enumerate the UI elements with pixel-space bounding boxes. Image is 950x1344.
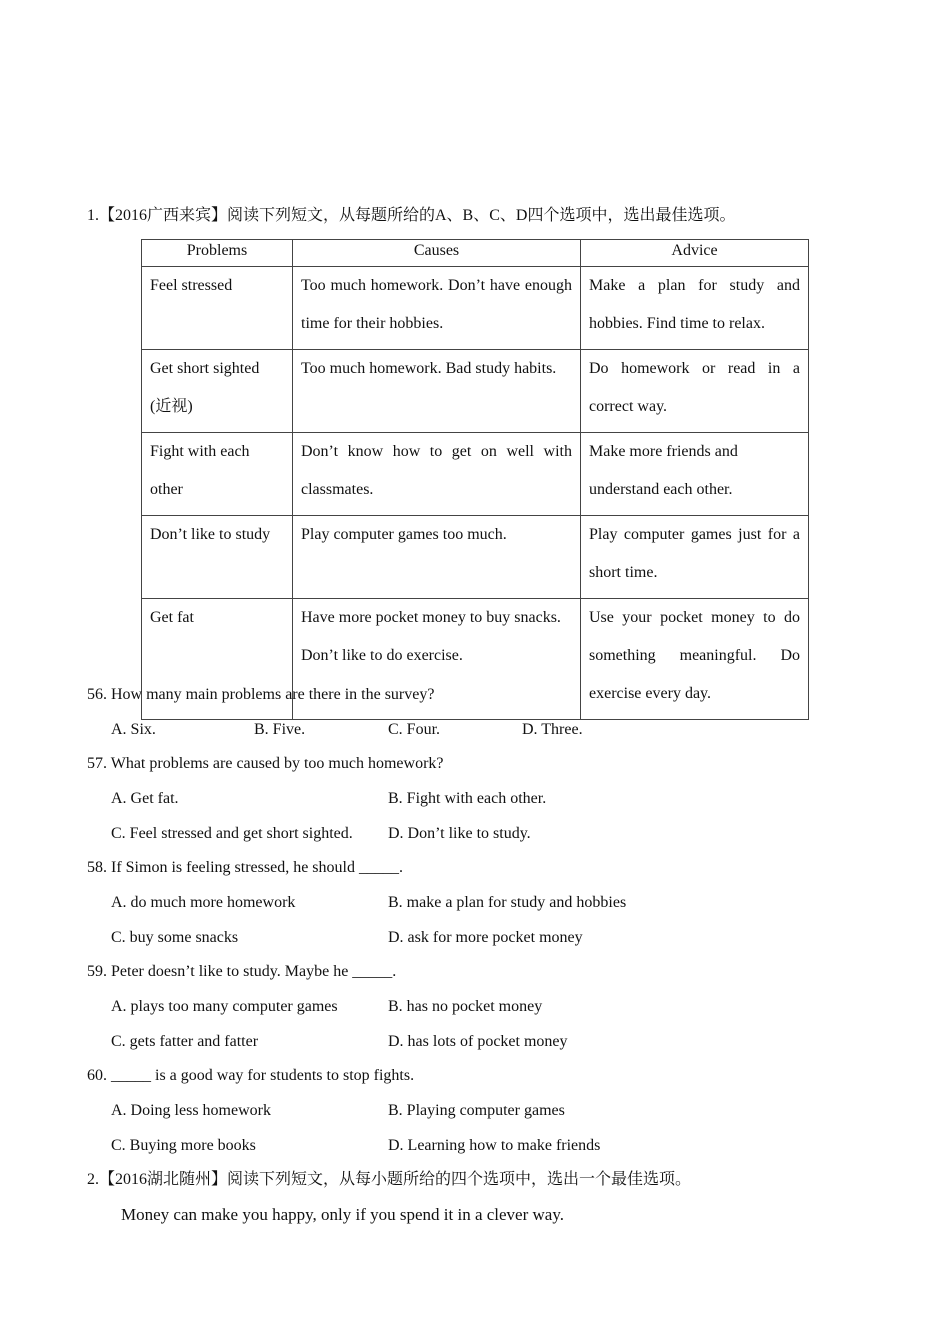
option-d[interactable]: D. Learning how to make friends	[388, 1137, 601, 1154]
column-header-problems: Problems	[142, 240, 293, 267]
cause-cell: Too much homework. Bad study habits.	[293, 350, 581, 433]
option-c[interactable]: C. Buying more books	[111, 1137, 256, 1154]
option-d[interactable]: D. Three.	[522, 721, 583, 738]
question-2-header: 2.【2016湖北随州】阅读下列短文，从每小题所给的四个选项中，选出一个最佳选项。	[87, 1171, 692, 1188]
column-header-advice: Advice	[581, 240, 809, 267]
problem-cell: Fight with each other	[142, 433, 293, 516]
table-row	[142, 433, 809, 516]
advice-cell: Play computer games just for a short time.	[581, 516, 809, 599]
question-1-header: 1.【2016广西来宾】阅读下列短文，从每题所给的A、B、C、D四个选项中，选出最佳选项。	[87, 207, 736, 224]
question-stem: 56. How many main problems are there in the survey?	[87, 686, 435, 703]
problem-cell: Don’t like to study	[142, 516, 293, 599]
option-c[interactable]: C. Four.	[388, 721, 441, 738]
table-row	[142, 516, 809, 599]
option-c[interactable]: C. Feel stressed and get short sighted.	[111, 825, 353, 842]
table-row	[142, 267, 809, 350]
option-d[interactable]: D. Don’t like to study.	[388, 825, 531, 842]
cause-cell: Play computer games too much.	[293, 516, 581, 599]
cause-cell: Too much homework. Don’t have enough time for their hobbies.	[293, 267, 581, 350]
table-header-row	[142, 240, 809, 267]
cause-cell: Have more pocket money to buy snacks. Don’t like to do exercise.	[293, 599, 581, 720]
option-d[interactable]: D. ask for more pocket money	[388, 929, 583, 946]
option-a[interactable]: A. plays too many computer games	[111, 998, 338, 1015]
question-stem: 59. Peter doesn’t like to study. Maybe he _____.	[87, 963, 397, 980]
option-d[interactable]: D. has lots of pocket money	[388, 1033, 568, 1050]
advice-cell: Make more friends and understand each other.	[581, 433, 809, 516]
question-stem: 60. _____ is a good way for students to stop fights.	[87, 1067, 415, 1084]
question-stem: 58. If Simon is feeling stressed, he should _____.	[87, 859, 403, 876]
problem-cell: Feel stressed	[142, 267, 293, 350]
option-b[interactable]: B. Five.	[254, 721, 306, 738]
option-a[interactable]: A. Six.	[111, 721, 156, 738]
option-a[interactable]: A. do much more homework	[111, 894, 296, 911]
option-c[interactable]: C. gets fatter and fatter	[111, 1033, 259, 1050]
advice-cell: Make a plan for study and hobbies. Find time to relax.	[581, 267, 809, 350]
option-a[interactable]: A. Get fat.	[111, 790, 179, 807]
option-c[interactable]: C. buy some snacks	[111, 929, 239, 946]
passage-text: Money can make you happy, only if you spend it in a clever way.	[121, 1205, 564, 1224]
option-a[interactable]: A. Doing less homework	[111, 1102, 271, 1119]
problem-cell: Get short sighted (近视)	[142, 350, 293, 433]
question-stem: 57. What problems are caused by too much homework?	[87, 755, 444, 772]
option-b[interactable]: B. make a plan for study and hobbies	[388, 894, 627, 911]
advice-cell: Do homework or read in a correct way.	[581, 350, 809, 433]
problem-cell: Get fat	[142, 599, 293, 720]
option-b[interactable]: B. has no pocket money	[388, 998, 543, 1015]
cause-cell: Don’t know how to get on well with classmates.	[293, 433, 581, 516]
survey-table	[141, 239, 809, 720]
option-b[interactable]: B. Playing computer games	[388, 1102, 565, 1119]
option-b[interactable]: B. Fight with each other.	[388, 790, 547, 807]
advice-cell: Use your pocket money to do something meaningful. Do exercise every day.	[581, 599, 809, 720]
column-header-causes: Causes	[293, 240, 581, 267]
table-row	[142, 350, 809, 433]
